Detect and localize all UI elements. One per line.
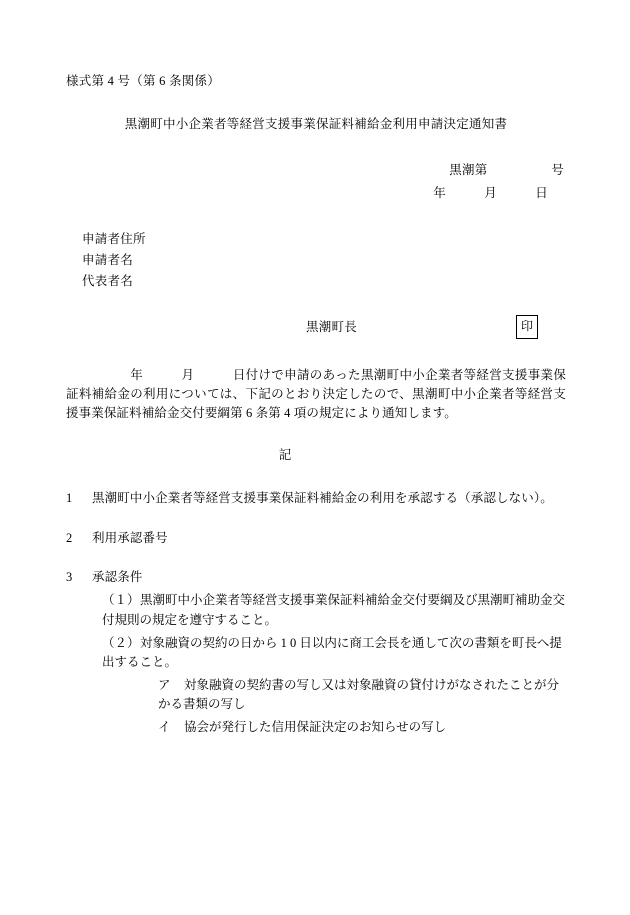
body-paragraph: [66, 366, 566, 424]
subsubitem-text: 対象融資の契約書の写し又は対象融資の貸付けがなされたことが分かる書類の写し: [158, 677, 560, 712]
subsubitem-label: イ: [158, 719, 171, 734]
list-item: [66, 568, 566, 737]
item-number: 1: [66, 491, 73, 506]
document-body: [66, 72, 566, 757]
item-number: 2: [66, 530, 73, 545]
subsubitem-b: [158, 718, 566, 737]
list-item: [66, 529, 566, 548]
item-text: 承認条件: [92, 569, 143, 584]
item-2: [66, 529, 566, 548]
subitem-line: [102, 634, 566, 673]
subsubitem-text: 協会が発行した信用保証決定のお知らせの写し: [184, 719, 447, 734]
mayor-row: [66, 318, 566, 342]
subsubitem-label: ア: [158, 677, 171, 692]
applicant-address: 申請者住所: [82, 231, 146, 246]
subitem-label: （２）: [102, 636, 140, 650]
subitem-label: （１）: [102, 593, 140, 608]
subitem-text: 黒潮町中小企業者等経営支援事業保証料補給金交付要綱及び黒潮町補助金交付規則の規定を遵守すること。: [102, 593, 566, 627]
mayor-title: 黒潮町長: [306, 319, 358, 334]
document-number-block: [66, 161, 566, 204]
subitem-line: [102, 591, 566, 630]
items-list: [66, 489, 566, 737]
applicant-block: [82, 230, 566, 292]
document-date: 年 月 日: [433, 186, 548, 201]
item-3: [66, 568, 566, 587]
document-number: 黒潮第 号: [449, 162, 564, 177]
item-text: 利用承認番号: [92, 530, 168, 545]
list-item: [66, 489, 566, 508]
ki-label: 記: [278, 447, 292, 462]
item-text: 黒潮町中小企業者等経営支援事業保証料補給金の利用を承認する（承認しない）。: [92, 491, 553, 506]
body-paragraph-text: 年 月 日付けで申請のあった黒潮町中小企業者等経営支援事業保証料補給金の利用については、下記のとおり決定したので、黒潮町中小企業者等経営支援事業保証料補給金交付要綱第 6 条第 4 項の規定により通知します。: [66, 367, 566, 421]
page-title: 黒潮町中小企業者等経営支援事業保証料補給金利用申請決定通知書: [124, 117, 508, 132]
subitem-2: [102, 634, 566, 737]
subsubitem-a: [158, 676, 566, 715]
item-number: 3: [66, 569, 73, 584]
subitem-text: 対象融資の契約の日から 1 0 日以内に商工会長を通して次の書類を町長へ提出すること。: [102, 636, 562, 670]
seal-stamp-icon: 印: [516, 315, 538, 339]
item-1: [66, 489, 566, 508]
form-number: 様式第 4 号（第 6 条関係）: [66, 74, 221, 88]
applicant-name: 申請者名: [82, 252, 134, 267]
subitem-1: [102, 591, 566, 630]
representative-name: 代表者名: [82, 274, 134, 289]
